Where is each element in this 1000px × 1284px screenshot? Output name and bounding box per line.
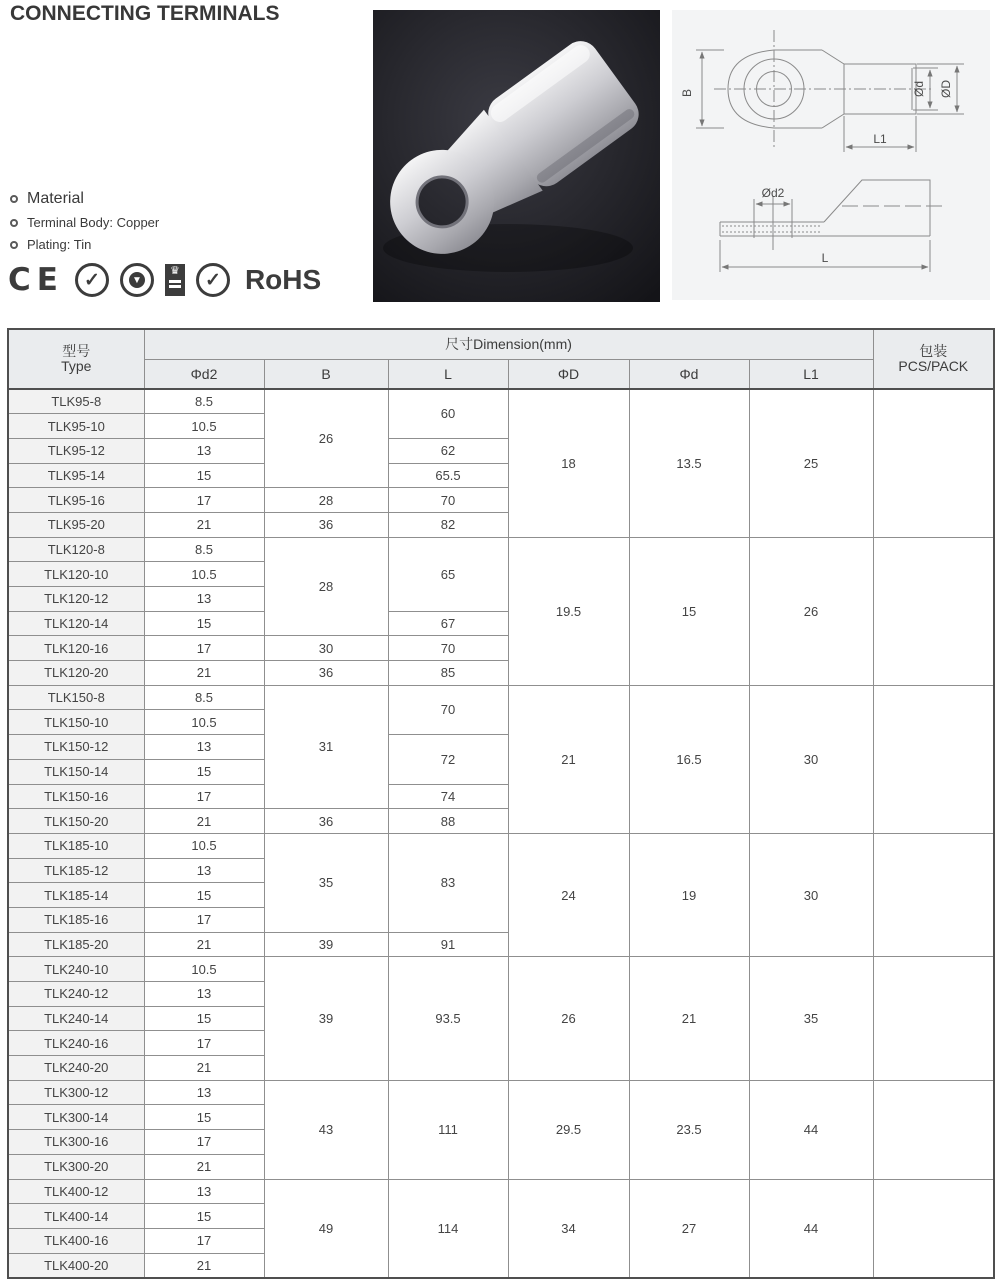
material-heading-row (10, 190, 159, 208)
cell-type: TLK150-8 (8, 685, 144, 710)
dimension-l1 (844, 116, 916, 152)
cell-d2: 8.5 (144, 389, 264, 414)
cell-d2: 15 (144, 883, 264, 908)
cell-D: 19.5 (508, 537, 629, 685)
cell-d2: 17 (144, 1130, 264, 1155)
cell-d2: 17 (144, 1031, 264, 1056)
cell-L: 72 (388, 735, 508, 784)
cell-B: 31 (264, 685, 388, 808)
cell-type: TLK95-14 (8, 463, 144, 488)
spec-table-section (7, 328, 993, 1279)
cell-B: 36 (264, 809, 388, 834)
iso-badge-icon (120, 263, 154, 297)
cell-d2: 10.5 (144, 833, 264, 858)
cell-L: 67 (388, 611, 508, 636)
cell-type: TLK300-14 (8, 1105, 144, 1130)
cell-type: TLK185-16 (8, 907, 144, 932)
col-header-type (8, 329, 144, 389)
cell-type: TLK240-20 (8, 1056, 144, 1081)
cell-type: TLK120-16 (8, 636, 144, 661)
material-item: Terminal Body: Copper (27, 215, 160, 230)
cell-pack (873, 1080, 994, 1179)
cell-d2: 17 (144, 488, 264, 513)
cell-type: TLK150-12 (8, 735, 144, 760)
cell-type: TLK400-20 (8, 1253, 144, 1278)
cell-pack (873, 389, 994, 537)
cell-d2: 13 (144, 587, 264, 612)
cell-d2: 21 (144, 661, 264, 686)
cell-d2: 17 (144, 907, 264, 932)
cell-type: TLK240-10 (8, 957, 144, 982)
cell-L: 70 (388, 685, 508, 734)
cell-d2: 21 (144, 932, 264, 957)
cell-L1: 44 (749, 1179, 873, 1278)
cell-d2: 17 (144, 784, 264, 809)
cell-d2: 8.5 (144, 537, 264, 562)
product-photo (373, 10, 660, 302)
cell-d2: 21 (144, 1056, 264, 1081)
cell-type: TLK120-14 (8, 611, 144, 636)
cell-d2: 15 (144, 611, 264, 636)
cell-d2: 17 (144, 636, 264, 661)
cell-B: 49 (264, 1179, 388, 1278)
cell-B: 30 (264, 636, 388, 661)
cell-pack (873, 957, 994, 1080)
rohs-mark: RoHS (244, 264, 322, 295)
cell-type: TLK150-16 (8, 784, 144, 809)
cell-L: 111 (388, 1080, 508, 1179)
diagram-side-view (720, 180, 944, 272)
cell-L1: 26 (749, 537, 873, 685)
bullet-icon (10, 241, 18, 249)
diagram-svg (672, 10, 990, 300)
cell-B: 36 (264, 512, 388, 537)
cell-type: TLK150-10 (8, 710, 144, 735)
cell-d: 15 (629, 537, 749, 685)
ukas-badge-icon (165, 264, 185, 296)
top-section (0, 0, 1000, 328)
ukas-bars (169, 280, 181, 283)
col-header-D: ΦD (508, 359, 629, 389)
cell-B: 35 (264, 833, 388, 932)
cell-L: 74 (388, 784, 508, 809)
cell-d2: 15 (144, 759, 264, 784)
check-icon: ✓ (83, 269, 100, 291)
table-row (8, 833, 994, 858)
cell-d2: 10.5 (144, 562, 264, 587)
cell-type: TLK120-12 (8, 587, 144, 612)
cell-type: TLK185-14 (8, 883, 144, 908)
cell-d2: 8.5 (144, 685, 264, 710)
material-heading: Material (27, 190, 84, 207)
cell-type: TLK185-20 (8, 932, 144, 957)
cell-pack (873, 537, 994, 685)
col-header-type-en: Type (61, 358, 92, 374)
cell-type: TLK120-20 (8, 661, 144, 686)
material-item-row (10, 237, 159, 252)
cell-d2: 21 (144, 1253, 264, 1278)
cell-d2: 13 (144, 735, 264, 760)
cell-B: 43 (264, 1080, 388, 1179)
col-header-type-cn: 型号 (62, 343, 91, 359)
cell-L: 91 (388, 932, 508, 957)
table-row (8, 1179, 994, 1204)
page-title: CONNECTING TERMINALS (10, 2, 280, 25)
cell-L1: 30 (749, 685, 873, 833)
spec-table-header (8, 329, 994, 389)
dimension-l (720, 240, 930, 272)
cell-type: TLK95-10 (8, 414, 144, 439)
col-header-l: L (388, 359, 508, 389)
cell-d: 27 (629, 1179, 749, 1278)
cell-L: 65 (388, 537, 508, 611)
cell-D: 34 (508, 1179, 629, 1278)
table-row (8, 685, 994, 710)
cell-L: 93.5 (388, 957, 508, 1080)
cell-d2: 21 (144, 512, 264, 537)
cell-D: 26 (508, 957, 629, 1080)
cell-d2: 10.5 (144, 414, 264, 439)
cell-type: TLK240-16 (8, 1031, 144, 1056)
cell-d2: 13 (144, 1179, 264, 1204)
terminal-lug-photo (373, 10, 660, 302)
cell-d2: 13 (144, 982, 264, 1007)
cell-d2: 21 (144, 809, 264, 834)
col-header-pack (873, 329, 994, 389)
cell-d: 19 (629, 833, 749, 956)
cell-L1: 30 (749, 833, 873, 956)
check-icon: ✓ (204, 269, 221, 291)
cell-B: 28 (264, 488, 388, 513)
col-header-l1: L1 (749, 359, 873, 389)
label-l: L (821, 251, 829, 265)
cell-L: 60 (388, 389, 508, 438)
col-header-pack-cn: 包装 (919, 343, 948, 359)
cell-D: 29.5 (508, 1080, 629, 1179)
cell-d2: 15 (144, 463, 264, 488)
label-l1: L1 (873, 132, 887, 146)
cell-d2: 15 (144, 1105, 264, 1130)
cell-pack (873, 1179, 994, 1278)
cell-L: 62 (388, 438, 508, 463)
cell-type: TLK95-20 (8, 512, 144, 537)
diagram-top-view (680, 30, 964, 152)
cell-L: 70 (388, 636, 508, 661)
cell-B: 26 (264, 389, 388, 488)
cell-L: 88 (388, 809, 508, 834)
cell-pack (873, 833, 994, 956)
cell-B: 39 (264, 957, 388, 1080)
spec-table (7, 328, 995, 1279)
cell-d2: 17 (144, 1228, 264, 1253)
dimension-diagrams (672, 10, 990, 300)
material-block (10, 190, 159, 259)
cell-type: TLK400-16 (8, 1228, 144, 1253)
cell-d2: 13 (144, 438, 264, 463)
cell-type: TLK400-14 (8, 1204, 144, 1229)
cell-d2: 21 (144, 1154, 264, 1179)
cell-type: TLK95-16 (8, 488, 144, 513)
cell-type: TLK120-10 (8, 562, 144, 587)
sgs-check-badge-icon (196, 263, 230, 297)
cell-L: 70 (388, 488, 508, 513)
ce-mark-icon: CE (8, 262, 64, 298)
cell-d2: 10.5 (144, 957, 264, 982)
bullet-icon (10, 219, 18, 227)
cell-D: 18 (508, 389, 629, 537)
cell-L: 65.5 (388, 463, 508, 488)
col-header-d2: Φd2 (144, 359, 264, 389)
label-b: B (680, 88, 694, 98)
spec-table-body (8, 389, 994, 1278)
cell-d: 21 (629, 957, 749, 1080)
col-header-d: Φd (629, 359, 749, 389)
cell-type: TLK400-12 (8, 1179, 144, 1204)
material-item: Plating: Tin (27, 237, 92, 252)
label-d2: Ød2 (761, 186, 785, 200)
cell-L: 85 (388, 661, 508, 686)
cell-d2: 15 (144, 1204, 264, 1229)
cell-B: 28 (264, 537, 388, 636)
table-row (8, 1080, 994, 1105)
cell-d2: 13 (144, 858, 264, 883)
cell-type: TLK95-12 (8, 438, 144, 463)
cell-B: 36 (264, 661, 388, 686)
table-row (8, 389, 994, 414)
crown-icon: ♛ (170, 265, 180, 277)
table-row (8, 957, 994, 982)
cell-type: TLK150-20 (8, 809, 144, 834)
bullet-icon (10, 195, 18, 203)
header-row-1 (8, 329, 994, 359)
triangle-icon: ▼ (129, 272, 145, 288)
col-header-pack-en: PCS/PACK (898, 358, 969, 374)
cell-type: TLK240-14 (8, 1006, 144, 1031)
label-d-inner: Ød (912, 80, 926, 98)
cell-L: 83 (388, 833, 508, 932)
cell-d2: 15 (144, 1006, 264, 1031)
label-d-outer: ØD (939, 80, 953, 98)
cell-d: 16.5 (629, 685, 749, 833)
cell-L1: 25 (749, 389, 873, 537)
col-header-dimension: 尺寸Dimension(mm) (144, 329, 873, 359)
cell-L1: 44 (749, 1080, 873, 1179)
cell-L1: 35 (749, 957, 873, 1080)
col-header-b: B (264, 359, 388, 389)
cell-type: TLK120-8 (8, 537, 144, 562)
cell-pack (873, 685, 994, 833)
cell-d: 23.5 (629, 1080, 749, 1179)
cell-type: TLK300-12 (8, 1080, 144, 1105)
cell-D: 21 (508, 685, 629, 833)
cell-type: TLK95-8 (8, 389, 144, 414)
cell-type: TLK185-10 (8, 833, 144, 858)
cell-type: TLK300-16 (8, 1130, 144, 1155)
cell-d: 13.5 (629, 389, 749, 537)
cell-d2: 13 (144, 1080, 264, 1105)
cell-type: TLK300-20 (8, 1154, 144, 1179)
cell-B: 39 (264, 932, 388, 957)
cell-L: 82 (388, 512, 508, 537)
certifications-row (8, 259, 321, 301)
material-item-row (10, 215, 159, 230)
cell-D: 24 (508, 833, 629, 956)
cell-type: TLK240-12 (8, 982, 144, 1007)
cell-d2: 10.5 (144, 710, 264, 735)
cell-type: TLK150-14 (8, 759, 144, 784)
table-row (8, 537, 994, 562)
weee-check-badge-icon (75, 263, 109, 297)
header-row-2 (8, 359, 994, 389)
cell-type: TLK185-12 (8, 858, 144, 883)
cell-L: 114 (388, 1179, 508, 1278)
